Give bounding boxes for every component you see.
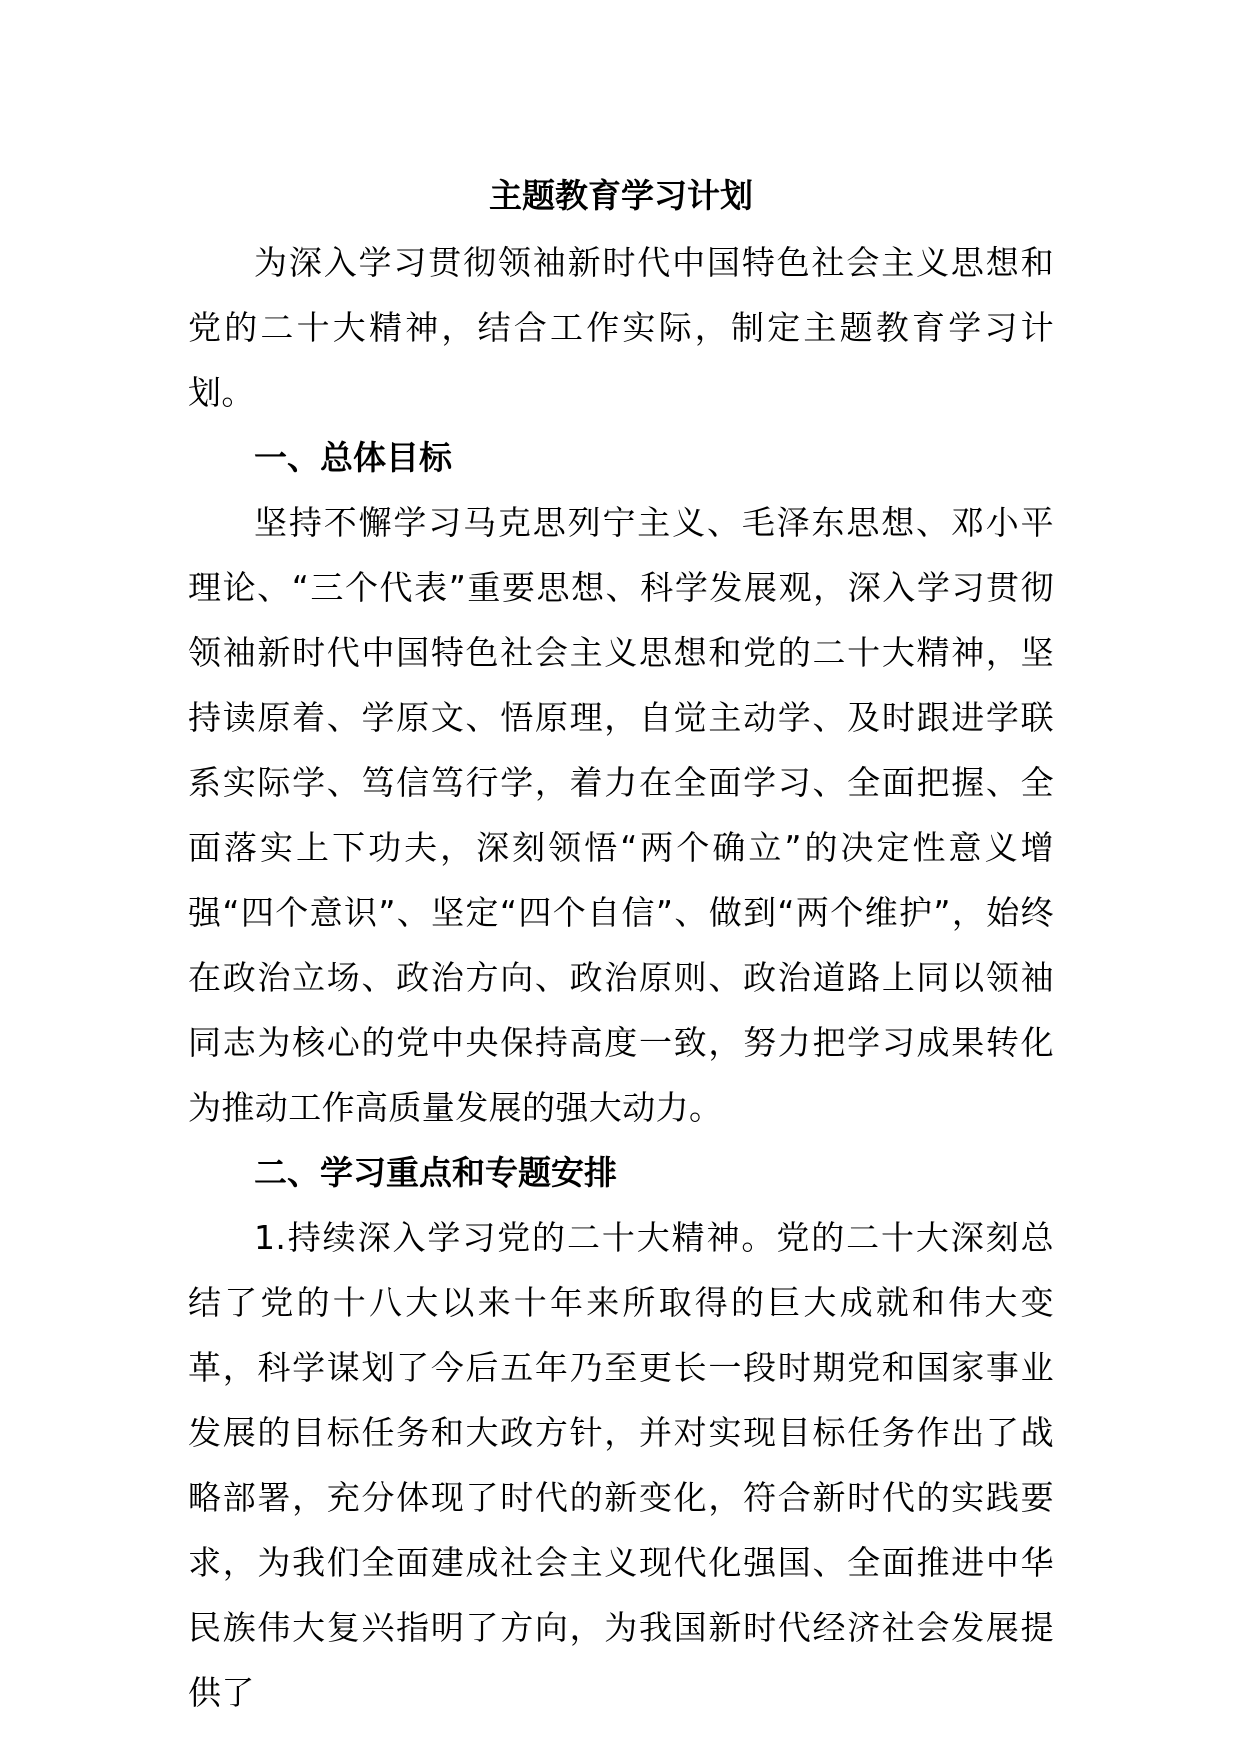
section-heading-2: 二、学习重点和专题安排 bbox=[254, 1153, 617, 1192]
document-body bbox=[188, 230, 1054, 1725]
section-heading-1: 一、总体目标 bbox=[254, 438, 452, 477]
section-1-paragraph: 坚持不懈学习马克思列宁主义、毛泽东思想、邓小平理论、“三个代表”重要思想、科学发展观，深入学习贯彻领袖新时代中国特色社会主义思想和党的二十大精神，坚持读原着、学原文、悟原理，自觉主动学、及时跟进学联系实际学、笃信笃行学，着力在全面学习、全面把握、全面落实上下功夫，深刻领悟“两个确立”的决定性意义增强“四个意识”、坚定“四个自信”、做到“两个维护”，始终在政治立场、政治方向、政治原则、政治道路上同以领袖同志为核心的党中央保持高度一致，努力把学习成果转化为推动工作高质量发展的强大动力。 bbox=[188, 503, 1054, 1127]
intro-paragraph: 为深入学习贯彻领袖新时代中国特色社会主义思想和党的二十大精神，结合工作实际，制定主题教育学习计划。 bbox=[188, 243, 1054, 412]
document-title: 主题教育学习计划 bbox=[489, 176, 753, 215]
section-2-item-1-paragraph: 1.持续深入学习党的二十大精神。党的二十大深刻总结了党的十八大以来十年来所取得的巨大成就和伟大变革，科学谋划了今后五年乃至更长一段时期党和国家事业发展的目标任务和大政方针，并对实现目标任务作出了战略部署，充分体现了时代的新变化，符合新时代的实践要求，为我们全面建成社会主义现代化强国、全面推进中华民族伟大复兴指明了方向，为我国新时代经济社会发展提供了 bbox=[188, 1218, 1054, 1712]
